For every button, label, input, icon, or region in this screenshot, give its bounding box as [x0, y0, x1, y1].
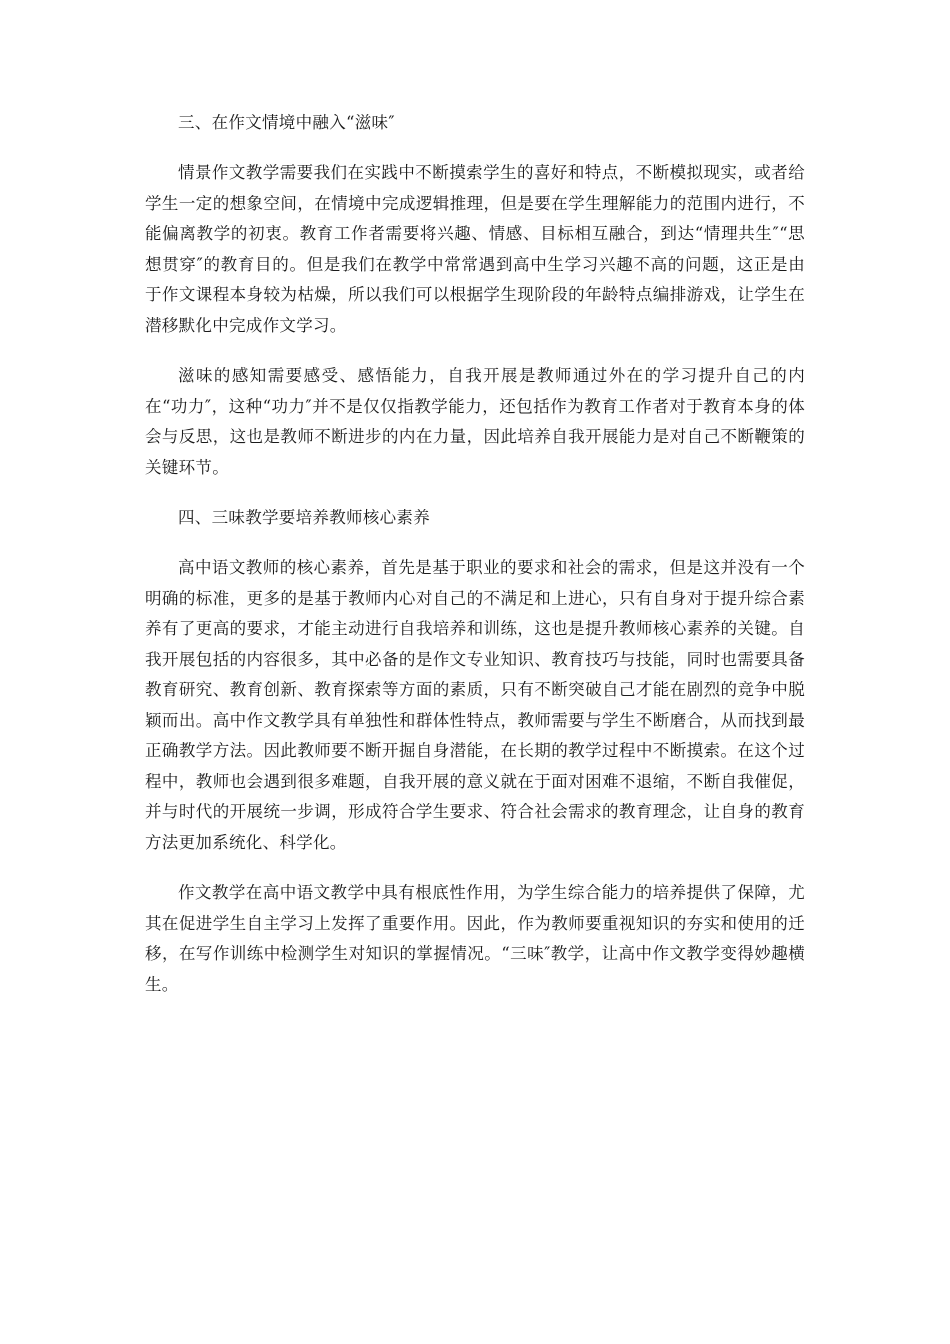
section-4-paragraph-1: 高中语文教师的核心素养，首先是基于职业的要求和社会的需求，但是这并没有一个明确的标准，更多的是基于教师内心对自己的不满足和上进心，只有自身对于提升综合素养有了更高的要求，才能主动进行自我培养和训练，这也是提升教师核心素养的关键。自我开展包括的内容很多，其中必备的是作文专业知识、教育技巧与技能，同时也需要具备教育研究、教育创新、教育探索等方面的素质，只有不断突破自己才能在剧烈的竞争中脱颖而出。高中作文教学具有单独性和群体性特点，教师需要与学生不断磨合，从而找到最正确教学方法。因此教师要不断开掘自身潜能，在长期的教学过程中不断摸索。在这个过程中，教师也会遇到很多难题，自我开展的意义就在于面对困难不退缩，不断自我催促，并与时代的开展统一步调，形成符合学生要求、符合社会需求的教育理念，让自身的教育方法更加系统化、科学化。	[145, 558, 805, 852]
section-3-heading: 三、在作文情境中融入“滋味″	[178, 113, 395, 132]
section-3-paragraph-1: 情景作文教学需要我们在实践中不断摸索学生的喜好和特点，不断模拟现实，或者给学生一定的想象空间，在情境中完成逻辑推理，但是要在学生理解能力的范围内进行，不能偏离教学的初衷。教育工作者需要将兴趣、情感、目标相互融合，到达“情理共生″“思想贯穿″的教育目的。但是我们在教学中常常遇到高中生学习兴趣不高的问题，这正是由于作文课程本身较为枯燥，所以我们可以根据学生现阶段的年龄特点编排游戏，让学生在潜移默化中完成作文学习。	[145, 163, 805, 335]
section-4-heading: 四、三味教学要培养教师核心素养	[178, 508, 430, 527]
document-page	[145, 108, 805, 1020]
conclusion-paragraph: 作文教学在高中语文教学中具有根底性作用，为学生综合能力的培养提供了保障，尤其在促进学生自主学习上发挥了重要作用。因此，作为教师要重视知识的夯实和使用的迁移，在写作训练中检测学生对知识的掌握情况。“三味″教学，让高中作文教学变得妙趣横生。	[145, 883, 805, 994]
section-3-paragraph-2: 滋味的感知需要感受、感悟能力，自我开展是教师通过外在的学习提升自己的内在“功力″，这种“功力″并不是仅仅指教学能力，还包括作为教育工作者对于教育本身的体会与反思，这也是教师不断进步的内在力量，因此培养自我开展能力是对自己不断鞭策的关键环节。	[145, 366, 805, 477]
